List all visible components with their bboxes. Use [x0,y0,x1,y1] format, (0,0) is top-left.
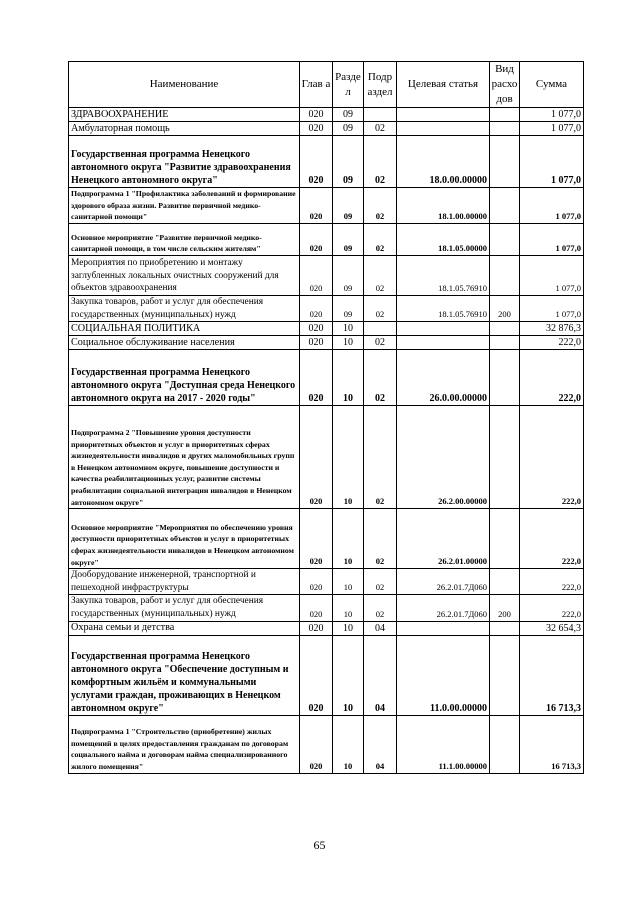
table-row [69,350,584,406]
row-target: 18.1.05.00000 [397,224,490,256]
header-subsection: Подр аздел [364,62,397,108]
row-section: 10 [333,621,364,635]
row-chapter: 020 [300,635,333,715]
row-subsection: 02 [364,256,397,296]
row-subsection: 04 [364,635,397,715]
table-row [69,595,584,621]
row-chapter: 020 [300,322,333,336]
table-row [69,296,584,322]
budget-table [68,61,584,774]
table-row [69,122,584,136]
row-amount: 16 713,3 [520,715,584,773]
row-expense-type [490,256,520,296]
header-amount: Сумма [520,62,584,108]
row-name: Охрана семьи и детства [69,621,300,635]
row-section: 10 [333,509,364,569]
row-name: Подпрограмма 1 "Профилактика заболеваний и формирование здорового образа жизни. Развитие первичной медико-санитарной помощи" [69,188,300,224]
row-amount: 1 077,0 [520,122,584,136]
row-expense-type [490,122,520,136]
table-row [69,621,584,635]
row-chapter: 020 [300,122,333,136]
row-target [397,336,490,350]
row-name: Государственная программа Ненецкого автономного округа "Развитие здравоохранения Ненецкого автономного округа" [69,136,300,188]
row-name: Закупка товаров, работ и услуг для обеспечения государственных (муниципальных) нужд [69,296,300,322]
row-expense-type [490,635,520,715]
row-target [397,621,490,635]
row-expense-type [490,509,520,569]
row-section: 09 [333,108,364,122]
row-expense-type [490,188,520,224]
row-chapter: 020 [300,108,333,122]
row-chapter: 020 [300,715,333,773]
header-name: Наименование [69,62,300,108]
row-subsection: 02 [364,224,397,256]
row-amount: 32 876,3 [520,322,584,336]
row-target [397,322,490,336]
row-chapter: 020 [300,621,333,635]
table-header-row [69,62,584,108]
row-chapter: 020 [300,296,333,322]
row-chapter: 020 [300,188,333,224]
row-name: Государственная программа Ненецкого автономного округа "Обеспечение доступным и комфортным жильём и коммунальными услугами граждан, проживающих в Ненецком автономном округе" [69,635,300,715]
row-name: Подпрограмма 1 "Строительство (приобретение) жилых помещений в целях предоставления гражданам по договорам социального найма и договорам найма специализированного жилого помещения" [69,715,300,773]
row-subsection: 02 [364,136,397,188]
row-target: 11.0.00.00000 [397,635,490,715]
row-amount: 222,0 [520,509,584,569]
row-target: 26.2.00.00000 [397,406,490,509]
table-row [69,509,584,569]
row-expense-type [490,569,520,595]
row-target: 18.1.05.76910 [397,296,490,322]
row-chapter: 020 [300,595,333,621]
row-amount: 222,0 [520,406,584,509]
row-subsection: 02 [364,569,397,595]
row-amount: 1 077,0 [520,136,584,188]
row-subsection: 02 [364,188,397,224]
table-row [69,256,584,296]
row-target [397,108,490,122]
row-subsection: 02 [364,595,397,621]
row-expense-type [490,406,520,509]
row-expense-type [490,136,520,188]
table-row [69,224,584,256]
row-section: 10 [333,715,364,773]
row-name: Подпрограмма 2 "Повышение уровня доступности приоритетных объектов и услуг в приоритетных сферах жизнедеятельности инвалидов и других маломобильных групп в Ненецком автономном округе, повышение доступности и качества реабилитационных услуг, развитие системы реабилитации социальной интеграции инвалидов в Ненецком автономном округе" [69,406,300,509]
row-section: 10 [333,569,364,595]
row-section: 09 [333,136,364,188]
row-expense-type [490,336,520,350]
row-subsection: 02 [364,350,397,406]
table-row [69,569,584,595]
header-chapter: Глав а [300,62,333,108]
row-section: 10 [333,635,364,715]
row-chapter: 020 [300,136,333,188]
row-amount: 32 654,3 [520,621,584,635]
row-name: Закупка товаров, работ и услуг для обеспечения государственных (муниципальных) нужд [69,595,300,621]
row-subsection: 04 [364,621,397,635]
row-amount: 1 077,0 [520,188,584,224]
row-name: СОЦИАЛЬНАЯ ПОЛИТИКА [69,322,300,336]
row-name: Социальное обслуживание населения [69,336,300,350]
row-chapter: 020 [300,509,333,569]
row-section: 10 [333,350,364,406]
row-amount: 1 077,0 [520,296,584,322]
row-expense-type: 200 [490,296,520,322]
table-row [69,322,584,336]
row-amount: 1 077,0 [520,224,584,256]
page-number: 65 [313,838,326,852]
row-section: 09 [333,256,364,296]
row-target: 18.1.05.76910 [397,256,490,296]
row-section: 10 [333,406,364,509]
row-chapter: 020 [300,350,333,406]
row-amount: 222,0 [520,336,584,350]
row-name: Дооборудование инженерной, транспортной и пешеходной инфраструктуры [69,569,300,595]
row-section: 09 [333,224,364,256]
row-target: 26.2.01.7Д060 [397,595,490,621]
table-row [69,635,584,715]
row-subsection: 04 [364,715,397,773]
table-row [69,715,584,773]
header-target: Целевая статья [397,62,490,108]
row-name: Мероприятия по приобретению и монтажу заглубленных локальных очистных сооружений для объектов здравоохранения [69,256,300,296]
row-subsection: 02 [364,406,397,509]
row-name: Основное мероприятие "Мероприятия по обеспечению уровня доступности приоритетных объектов и услуг в приоритетных сферах жизнедеятельности инвалидов в Ненецком автономном округе" [69,509,300,569]
row-expense-type [490,621,520,635]
row-section: 10 [333,336,364,350]
row-name: Государственная программа Ненецкого автономного округа "Доступная среда Ненецкого автономного округа на 2017 - 2020 годы" [69,350,300,406]
row-amount: 1 077,0 [520,256,584,296]
row-target: 11.1.00.00000 [397,715,490,773]
row-subsection: 02 [364,296,397,322]
row-section: 09 [333,122,364,136]
row-amount: 222,0 [520,595,584,621]
row-chapter: 020 [300,224,333,256]
row-target: 18.0.00.00000 [397,136,490,188]
row-amount: 1 077,0 [520,108,584,122]
row-section: 10 [333,322,364,336]
row-subsection: 02 [364,509,397,569]
row-section: 09 [333,188,364,224]
header-section: Разде л [333,62,364,108]
row-section: 09 [333,296,364,322]
row-amount: 16 713,3 [520,635,584,715]
table-row [69,406,584,509]
table-row [69,108,584,122]
row-chapter: 020 [300,256,333,296]
row-expense-type [490,715,520,773]
row-amount: 222,0 [520,569,584,595]
row-target: 18.1.00.00000 [397,188,490,224]
row-subsection: 02 [364,122,397,136]
row-name: Основное мероприятие "Развитие первичной медико-санитарной помощи, в том числе сельским жителям" [69,224,300,256]
row-chapter: 020 [300,406,333,509]
row-subsection [364,322,397,336]
row-target: 26.2.01.7Д060 [397,569,490,595]
row-subsection: 02 [364,336,397,350]
row-subsection [364,108,397,122]
row-expense-type [490,322,520,336]
row-expense-type [490,108,520,122]
row-amount: 222,0 [520,350,584,406]
table-row [69,188,584,224]
row-chapter: 020 [300,336,333,350]
row-expense-type [490,350,520,406]
header-expense-type: Вид расхо дов [490,62,520,108]
table-row [69,336,584,350]
row-target [397,122,490,136]
row-target: 26.2.01.00000 [397,509,490,569]
row-section: 10 [333,595,364,621]
row-name: Амбулаторная помощь [69,122,300,136]
row-expense-type [490,224,520,256]
table-row [69,136,584,188]
row-expense-type: 200 [490,595,520,621]
row-target: 26.0.00.00000 [397,350,490,406]
row-name: ЗДРАВООХРАНЕНИЕ [69,108,300,122]
row-chapter: 020 [300,569,333,595]
